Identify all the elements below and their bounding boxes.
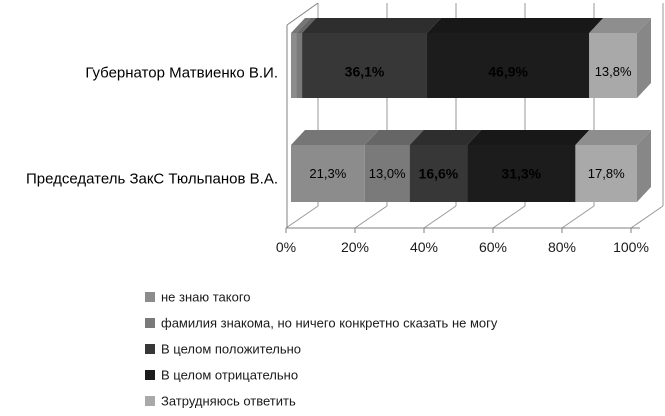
bar-segment-top [467, 130, 589, 145]
bar-segment-top [291, 130, 379, 145]
axis-tick-label: 60% [478, 239, 508, 255]
bar-segment [297, 33, 303, 98]
segment-label: 16,6% [418, 165, 459, 182]
axis-tick-label: 80% [547, 239, 577, 255]
legend-label: В целом положительно [161, 341, 302, 357]
segment-label: 17,8% [587, 166, 625, 182]
floor-diagonal [286, 206, 318, 228]
bar-segment-top [427, 18, 603, 33]
axis-tick-label: 40% [409, 239, 439, 255]
floor-diagonal [493, 206, 525, 228]
legend-swatch [145, 292, 155, 302]
segment-label: 21,3% [309, 166, 347, 182]
legend-label: фамилия знакома, но ничего конкретно сказать не могу [161, 315, 498, 331]
bar-segment [291, 33, 297, 98]
legend-swatch [145, 318, 155, 328]
floor-diagonal [424, 206, 456, 228]
category-label: Губернатор Матвиенко В.И. [85, 64, 278, 82]
segment-label: 31,3% [501, 165, 542, 182]
legend-swatch [145, 344, 155, 354]
segment-label: 13,8% [594, 64, 632, 80]
legend-swatch [145, 370, 155, 380]
floor-diagonal [631, 206, 663, 228]
axis-tick-label: 0% [275, 239, 297, 255]
floor-diagonal [355, 206, 387, 228]
legend-label: Затрудняюсь ответить [161, 393, 296, 409]
segment-label: 13,0% [368, 166, 406, 182]
floor-diagonal [562, 206, 594, 228]
axis-tick-label: 20% [340, 239, 370, 255]
axis-tick-label: 100% [613, 239, 649, 255]
bar-segment-top [302, 18, 441, 33]
legend-label: В целом отрицательно [161, 367, 299, 383]
legend-swatch [145, 396, 155, 406]
legend-label: не знаю такого [161, 289, 251, 305]
segment-label: 46,9% [488, 63, 528, 80]
segment-label: 36,1% [344, 63, 385, 80]
category-label: Председатель ЗакС Тюльпанов В.А. [26, 170, 278, 188]
